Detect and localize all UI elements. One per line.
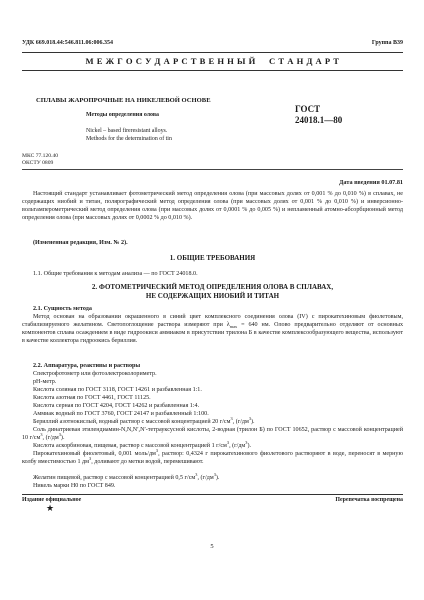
edit-note: (Измененная редакция, Изм. № 2).	[33, 240, 128, 246]
codes-rule	[22, 169, 403, 170]
section-2-heading-line-1: 2. ФОТОМЕТРИЧЕСКИЙ МЕТОД ОПРЕДЕЛЕНИЯ ОЛОВА В СПЛАВАХ,	[91, 283, 334, 291]
equipment-item-5: Кислота серная по ГОСТ 4204, ГОСТ 14262 и разбавленная 1:4.	[33, 403, 200, 409]
equipment-item-2: pH-метр.	[33, 379, 57, 385]
pyrocatechol-item: Пирокатехиновый фиолетовый, 0,001 моль/$дм^3$, раствор: 0,4324 г пирокатехинового фиолетового растворяют в воде, переносят в мерную колбу вместимостью 1 $дм^3$, доливают до метки водой, перемешивают.	[22, 447, 403, 466]
equipment-item-1: Спектрофотометр или фотоэлектроколориметр.	[33, 371, 157, 377]
nickel-item: Никель марки Н0 по ГОСТ 849.	[33, 483, 116, 489]
equipment-item-3: Кислота соляная по ГОСТ 3118, ГОСТ 14261 и разбавленная 1:1.	[33, 387, 202, 393]
trilon-item: Соль динатриевая этилендиамин-N,N,N′,N′-тетрауксусной кислоты, 2-водная (трилон Б) по ГОСТ 10652, раствор с массовой концентрацией 10 $г/см^3$, $(г/дм^3)$.	[22, 427, 403, 442]
english-title-line-1: Nickel – based fireresistant alloys.	[86, 128, 168, 134]
beryllium-item: Бериллий азотнокислый, водный раствор с массовой концентрацией 20 $г/см^3$, $(г/дм^3)$.	[33, 415, 255, 425]
gelatin-item: Желатин пищевой, раствор с массовой концентрацией 0,5 $г/см^3$, $(г/дм^3)$.	[33, 471, 220, 481]
intro-paragraph: Настоящий стандарт устанавливает фотометрический метод определения олова (при массовых долях от 0,001 % до 0,010 %) в сплавах, не содержащих ниобий и титан, полярографический метод определения олова (при массовых долях от 0,001 % до 0,010 %) и инверсионно-вольтамперометрический метод определения олова (при массовых долях от 0,0001 % до 0,005 %) и непламенный атомно-абсорбционный метод определения олова (при массовых долях от 0,0002 % до 0,010 %).	[22, 191, 403, 222]
gost-label: ГОСТ	[295, 104, 321, 114]
effective-date	[339, 179, 403, 186]
group-code: Группа В39	[371, 40, 403, 46]
top-rule	[22, 52, 403, 53]
section-2-1-heading: 2.1. Сущность метода	[33, 306, 92, 312]
page-number: 5	[210, 543, 214, 550]
standard-banner: М Е Ж Г О С У Д А Р С Т В Е Н Н Ы Й С Т А Н Д А Р Т	[85, 56, 340, 66]
gost-number: 24018.1—80	[295, 115, 343, 125]
okstu-code: ОКСТУ 0809	[22, 160, 54, 166]
section-1-1: 1.1. Общие требования к методам анализа — по ГОСТ 24018.0.	[33, 271, 198, 277]
section-2-heading-line-2: НЕ СОДЕРЖАЩИХ НИОБИЙ И ТИТАН	[145, 292, 280, 300]
official-edition: Издание официальное	[22, 497, 82, 503]
banner-rule	[22, 70, 403, 71]
document-subtitle: Методы определения олова	[86, 112, 159, 118]
equipment-item-4: Кислота азотная по ГОСТ 4461, ГОСТ 11125.	[33, 395, 151, 401]
mks-code: МКС 77.120.40	[22, 153, 59, 159]
equipment-item-6: Аммиак водный по ГОСТ 3760, ГОСТ 24147 и разбавленный 1:100.	[33, 411, 209, 417]
english-title-line-2: Methods for the determination of tin	[86, 136, 172, 142]
effective-date-value: 01.07.81	[381, 179, 403, 186]
section-2-2-heading: 2.2. Аппаратура, реактивы и растворы	[33, 363, 141, 369]
reprint-prohibited: Перепечатка воспрещена	[335, 497, 403, 503]
document-title: СПЛАВЫ ЖАРОПРОЧНЫЕ НА НИКЕЛЕВОЙ ОСНОВЕ	[36, 97, 211, 104]
ascorbic-item: Кислота аскорбиновая, пищевая, раствор с массовой концентрацией 1 $г/см^3$, $(г/дм^3)$.	[33, 439, 252, 449]
section-2-1-text: Метод основан на образовании окрашенного в синий цвет комплексного соединения олова (IV) с пирокатехиновым фиолетовым, стабилизируемого желатином. Светопоглощение раствора измеряют при $\lambda_{max} = 640$ нм. Олово предварительно отделяют от основных компонентов сплава осаждением в виде гидроокиси аммиаком в присутствии трилона Б в качестве комплексообразующего вещества, используют в качестве коллектора гидроокись бериллия.	[22, 314, 403, 345]
footer-rule	[22, 494, 403, 495]
udk-code: УДК 669.018.44:546.811.06:006.354	[22, 40, 113, 46]
star-icon: ★	[46, 503, 55, 513]
section-1-heading: 1. ОБЩИЕ ТРЕБОВАНИЯ	[169, 254, 256, 262]
effective-date-label: Дата введения	[339, 179, 380, 186]
